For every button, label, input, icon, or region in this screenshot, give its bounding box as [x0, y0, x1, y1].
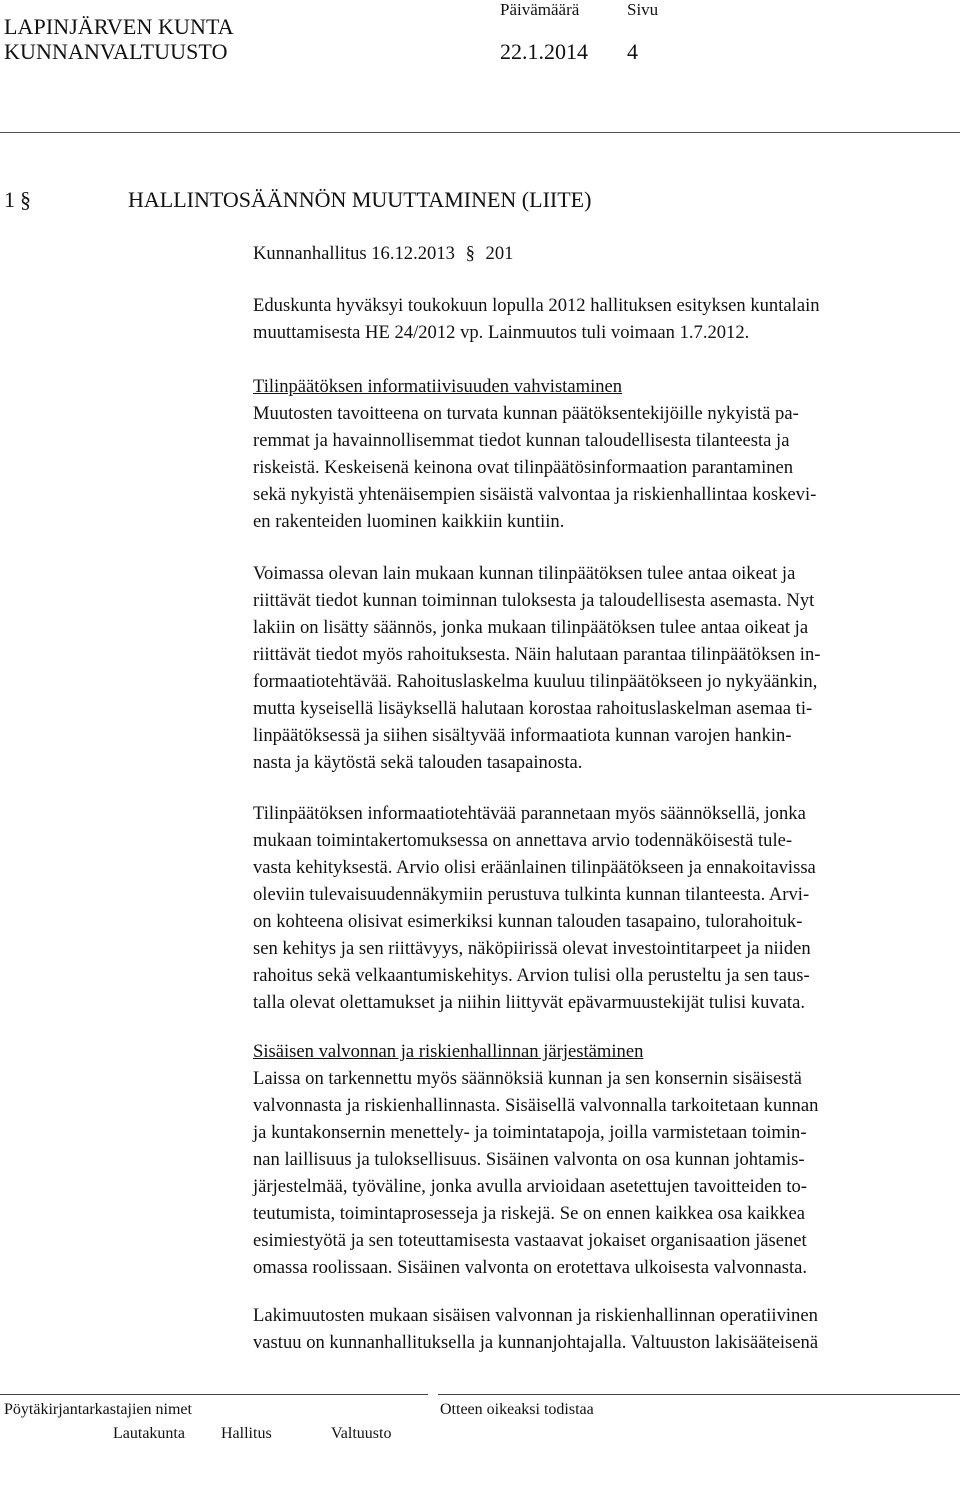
text-line: nan laillisuus ja tuloksellisuus. Sisäinen valvonta on osa kunnan johtamis-	[253, 1149, 805, 1170]
section-sign: §	[20, 187, 31, 212]
section-title: HALLINTOSÄÄNNÖN MUUTTAMINEN (LIITE)	[128, 187, 592, 212]
text-line: ja kuntakonsernin menettely- ja toimintatapoja, joilla varmistetaan toimin-	[253, 1122, 807, 1143]
text-line: muuttamisesta HE 24/2012 vp. Lainmuutos tuli voimaan 1.7.2012.	[253, 322, 750, 343]
text-line: Lakimuutosten mukaan sisäisen valvonnan ja riskienhallinnan operatiivinen	[253, 1305, 818, 1326]
organization-name: LAPINJÄRVEN KUNTA	[4, 14, 234, 39]
text-line: sen kehitys ja sen riittävyys, näköpiirissä olevat investointitarpeet ja niiden	[253, 938, 811, 959]
text-line: riittävät tiedot kunnan toiminnan tuloksesta ja taloudellisesta asemasta. Nyt	[253, 590, 815, 611]
paragraph-financial-statements	[253, 373, 953, 535]
paragraph-responsibility	[253, 1302, 953, 1356]
paragraph-intro	[253, 292, 953, 346]
text-line: oleviin tulevaisuudennäkymiin perustuva tulkinta kunnan tilanteesta. Arvi-	[253, 884, 810, 905]
paragraph-current-law	[253, 560, 953, 776]
text-line: on kohteena olisivat esimerkiksi kunnan talouden tasapaino, tulorahoituk-	[253, 911, 803, 932]
meeting-body: Kunnanhallitus 16.12.2013	[253, 243, 455, 264]
subheading-financial-statements: Tilinpäätöksen informatiivisuuden vahvistaminen	[253, 376, 623, 397]
text-line: Laissa on tarkennettu myös säännöksiä kunnan ja sen konsernin sisäisestä	[253, 1068, 802, 1089]
paragraph-information-task	[253, 800, 953, 1016]
text-line: valvonnasta ja riskienhallinnasta. Sisäisellä valvonnalla tarkoitetaan kunnan	[253, 1095, 819, 1116]
date-value: 22.1.2014	[500, 39, 588, 64]
text-line: järjestelmää, työväline, jonka avulla arvioidaan asetettujen tavoitteiden to-	[253, 1176, 807, 1197]
footer-col-valtuusto: Valtuusto	[331, 1425, 392, 1442]
text-line: talla olevat olettamukset ja niihin liittyvät epävarmuustekijät tulisi kuvata.	[253, 992, 805, 1013]
subheading-internal-control: Sisäisen valvonnan ja riskienhallinnan järjestäminen	[253, 1041, 644, 1062]
text-line: vasta kehityksestä. Arvio olisi eräänlainen tilinpäätökseen ja ennakoitavissa	[253, 857, 816, 878]
text-line: riittävät tiedot myös rahoituksesta. Näin halutaan parantaa tilinpäätöksen in-	[253, 644, 821, 665]
text-line: mutta kyseisellä lisäyksellä halutaan korostaa rahoituslaskelman asemaa ti-	[253, 698, 813, 719]
meeting-reference	[253, 240, 513, 267]
text-line: lakiin on lisätty säännös, jonka mukaan tilinpäätöksen tulee antaa oikeat ja	[253, 617, 809, 638]
signers-label: Pöytäkirjantarkastajien nimet	[4, 1401, 192, 1418]
text-line: mukaan toimintakertomuksessa on annettava arvio todennäköisestä tule-	[253, 830, 793, 851]
text-line: omassa roolissaan. Sisäinen valvonta on erotettava ulkoisesta valvonnasta.	[253, 1257, 808, 1278]
text-line: remmat ja havainnollisemmat tiedot kunnan taloudellisesta tilanteesta ja	[253, 430, 790, 451]
council-name: KUNNANVALTUUSTO	[4, 39, 228, 64]
text-line: Tilinpäätöksen informaatiotehtävää parannetaan myös säännöksellä, jonka	[253, 803, 806, 824]
text-line: esimiestyötä ja sen toteuttamisesta vastaavat jokaiset organisaation jäsenet	[253, 1230, 807, 1251]
page-number: 4	[627, 39, 638, 64]
text-line: rahoitus sekä velkaantumiskehitys. Arvion tulisi olla perusteltu ja sen taus-	[253, 965, 810, 986]
text-line: teutumista, toimintaprosesseja ja riskejä. Se on ennen kaikkea osa kaikkea	[253, 1203, 805, 1224]
paragraph-internal-control	[253, 1038, 953, 1281]
page-label: Sivu	[627, 0, 659, 19]
footer-col-hallitus: Hallitus	[221, 1425, 272, 1442]
date-label: Päivämäärä	[500, 0, 580, 19]
certify-label: Otteen oikeaksi todistaa	[440, 1401, 594, 1418]
text-line: linpäätöksessä ja siihen sisältyvää informaatiota kunnan varojen hankin-	[253, 725, 792, 746]
text-line: formaatiotehtävää. Rahoituslaskelma kuuluu tilinpäätökseen jo nykyäänkin,	[253, 671, 818, 692]
meeting-number: 201	[485, 243, 514, 264]
text-line: Eduskunta hyväksyi toukokuun lopulla 2012 hallituksen esityksen kuntalain	[253, 295, 820, 316]
text-line: sekä nykyistä yhtenäisempien sisäistä valvontaa ja riskienhallintaa koskevi-	[253, 484, 817, 505]
text-line: en rakenteiden luominen kaikkiin kuntiin.	[253, 511, 565, 532]
meeting-sign: §	[465, 243, 475, 264]
text-line: riskeistä. Keskeisenä keinona ovat tilinpäätösinformaation parantaminen	[253, 457, 794, 478]
text-line: nasta ja käytöstä sekä talouden tasapainosta.	[253, 752, 583, 773]
section-number: 1	[4, 187, 15, 212]
header-divider	[0, 132, 960, 133]
text-line: vastuu on kunnanhallituksella ja kunnanjohtajalla. Valtuuston lakisääteisenä	[253, 1332, 819, 1353]
text-line: Voimassa olevan lain mukaan kunnan tilinpäätöksen tulee antaa oikeat ja	[253, 563, 796, 584]
footer-col-lautakunta: Lautakunta	[113, 1425, 185, 1442]
text-line: Muutosten tavoitteena on turvata kunnan päätöksentekijöille nykyistä pa-	[253, 403, 799, 424]
